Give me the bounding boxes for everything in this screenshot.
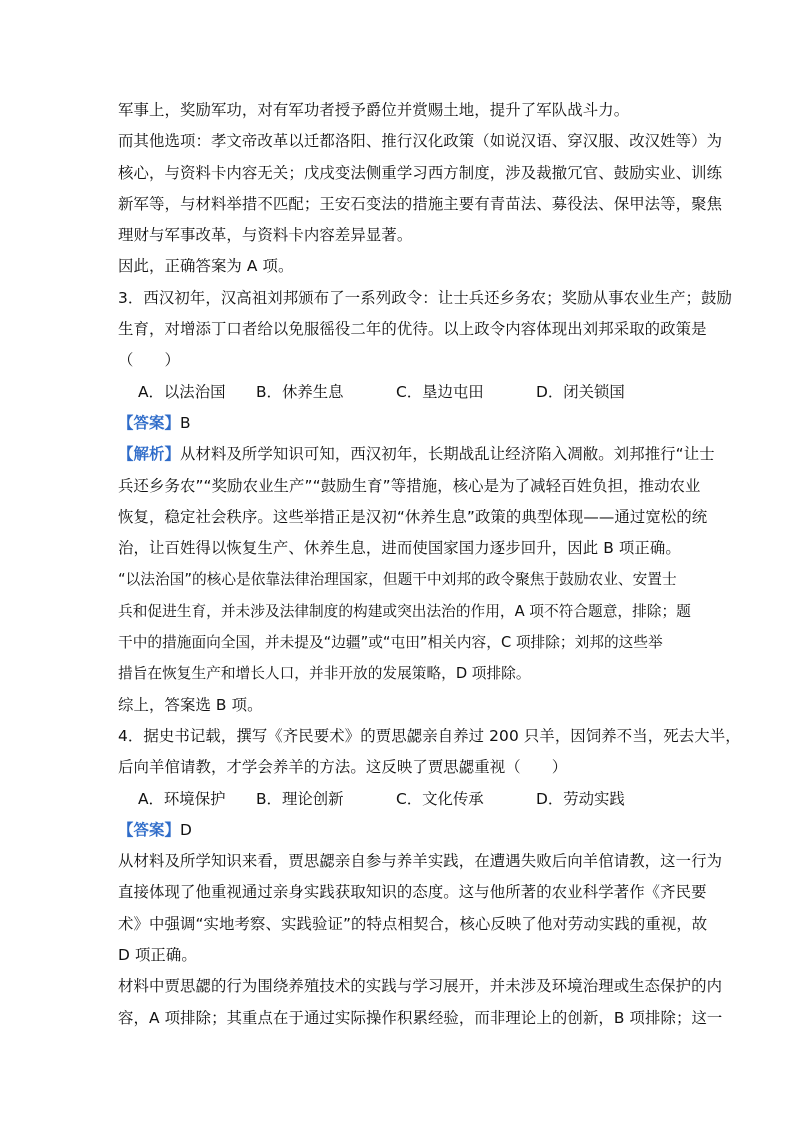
text-line: D 项正确。 — [118, 946, 197, 965]
question-3-stem: 生育，对增添丁口者给以免服徭役二年的优待。以上政令内容体现出刘邦采取的政策是 — [118, 320, 707, 339]
question-3-stem: 3．西汉初年，汉高祖刘邦颁布了一系列政令：让士兵还乡务农；奖励从事农业生产；鼓励 — [118, 288, 733, 307]
analysis-line — [118, 439, 715, 470]
text-line: 术》中强调“实地考察、实践验证”的特点相契合，核心反映了他对劳动实践的重视，故 — [118, 914, 708, 933]
question-4-options — [118, 784, 678, 815]
text-line: 综上，答案选 B 项。 — [118, 695, 263, 714]
text-line: 措旨在恢复生产和增长人口，并非开放的发展策略，D 项排除。 — [118, 665, 531, 683]
text-line: 治，让百姓得以恢复生产、休养生息，进而使国家国力逐步回升，因此 B 项正确。 — [118, 539, 681, 558]
text-line: 兵还乡务农”“奖励农业生产”“鼓励生育”等措施，核心是为了减轻百姓负担，推动农业 — [118, 476, 701, 495]
option-b: B．理论创新 — [256, 789, 344, 808]
text-line: 军事上，奖励军功，对有军功者授予爵位并赏赐土地，提升了军队战斗力。 — [118, 101, 630, 119]
analysis-tag: 【解析】 — [118, 445, 180, 464]
option-d: D．劳动实践 — [536, 789, 625, 808]
option-c: C．文化传承 — [396, 789, 484, 808]
answer-tag: 【答案】 — [118, 413, 180, 432]
text-line: 兵和促进生育，并未涉及法律制度的构建或突出法治的作用，A 项不符合题意，排除；题 — [118, 602, 691, 620]
answer-tag: 【答案】 — [118, 820, 180, 839]
question-4-stem: 后向羊倌请教，才学会养羊的方法。这反映了贾思勰重视（ ） — [118, 758, 568, 777]
option-b: B．休养生息 — [256, 382, 344, 401]
option-a: A．环境保护 — [138, 789, 226, 808]
answer-line — [118, 408, 678, 439]
option-a: A．以法治国 — [138, 382, 226, 401]
document-page — [118, 95, 741, 1034]
text-line: 核心，与资料卡内容无关；戊戌变法侧重学习西方制度，涉及裁撤冗官、鼓励实业、训练 — [118, 163, 723, 182]
analysis-text: 从材料及所学知识可知，西汉初年，长期战乱让经济陷入凋敝。刘邦推行“让士 — [179, 445, 715, 464]
answer-parenthesis: （ ） — [118, 351, 180, 370]
question-4-stem: 4．据史书记载，撰写《齐民要术》的贾思勰亲自养过 200 只羊，因饲养不当，死去大半， — [118, 726, 741, 745]
answer-value: D — [179, 820, 192, 839]
option-c: C．垦边屯田 — [396, 382, 484, 401]
text-line: 因此，正确答案为 A 项。 — [118, 257, 294, 276]
answer-line — [118, 815, 678, 846]
text-line: 材料中贾思勰的行为围绕养殖技术的实践与学习展开，并未涉及环境治理或生态保护的内 — [118, 977, 723, 996]
text-line: 干中的措施面向全国，并未提及“边疆”或“屯田”相关内容，C 项排除；刘邦的这些举 — [118, 634, 663, 652]
option-d: D．闭关锁国 — [536, 382, 625, 401]
text-line: 容，A 项排除；其重点在于通过实际操作积累经验，而非理论上的创新，B 项排除；这一 — [118, 1008, 723, 1027]
text-line: 而其他选项：孝文帝改革以迁都洛阳、推行汉化政策（如说汉语、穿汉服、改汉姓等）为 — [118, 132, 723, 151]
text-line: “以法治国”的核心是依靠法律治理国家，但题干中刘邦的政令聚焦于鼓励农业、安置士 — [118, 571, 677, 589]
answer-value: B — [179, 413, 191, 432]
question-3-options — [118, 377, 678, 408]
text-line: 恢复，稳定社会秩序。这些举措正是汉初“休养生息”政策的典型体现——通过宽松的统 — [118, 507, 708, 526]
text-line: 从材料及所学知识来看，贾思勰亲自参与养羊实践，在遭遇失败后向羊倌请教，这一行为 — [118, 852, 723, 871]
text-line: 新军等，与材料举措不匹配；王安石变法的措施主要有青苗法、募役法、保甲法等，聚焦 — [118, 194, 723, 213]
text-line: 直接体现了他重视通过亲身实践获取知识的态度。这与他所著的农业科学著作《齐民要 — [118, 883, 707, 902]
text-line: 理财与军事改革，与资料卡内容差异显著。 — [118, 226, 413, 245]
